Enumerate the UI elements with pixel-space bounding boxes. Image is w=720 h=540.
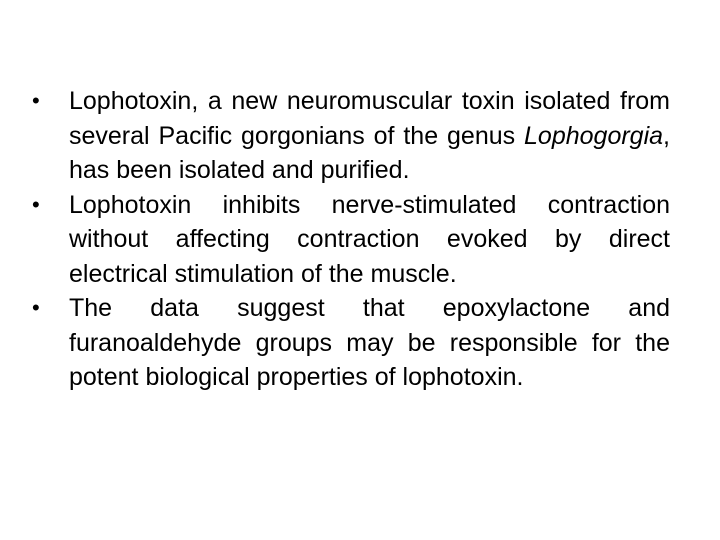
bullet-2-text: Lophotoxin inhibits nerve-stimulated contraction without affecting contraction evoked by direct electrical stimulation of the muscle. xyxy=(69,190,670,288)
bullet-item-2 xyxy=(32,188,670,292)
bullet-3-text: The data suggest that epoxylactone and furanoaldehyde groups may be responsible for the potent biological properties of lophotoxin. xyxy=(69,294,670,391)
genus-name: Lophogorgia xyxy=(524,121,664,150)
bullet-list xyxy=(32,84,670,395)
bullet-dot-icon: • xyxy=(32,88,40,113)
bullet-dot-icon: • xyxy=(32,191,40,217)
bullet-1-text-start: Lophotoxin, a new neuromuscular toxin isolated from several Pacific gorgonians of the genus xyxy=(69,87,670,150)
bullet-item-3 xyxy=(32,291,670,395)
bullet-item-1 xyxy=(32,84,670,188)
bullet-dot-icon: • xyxy=(32,295,40,320)
bullet-1-text-end: , has been isolated and purified. xyxy=(69,121,670,184)
